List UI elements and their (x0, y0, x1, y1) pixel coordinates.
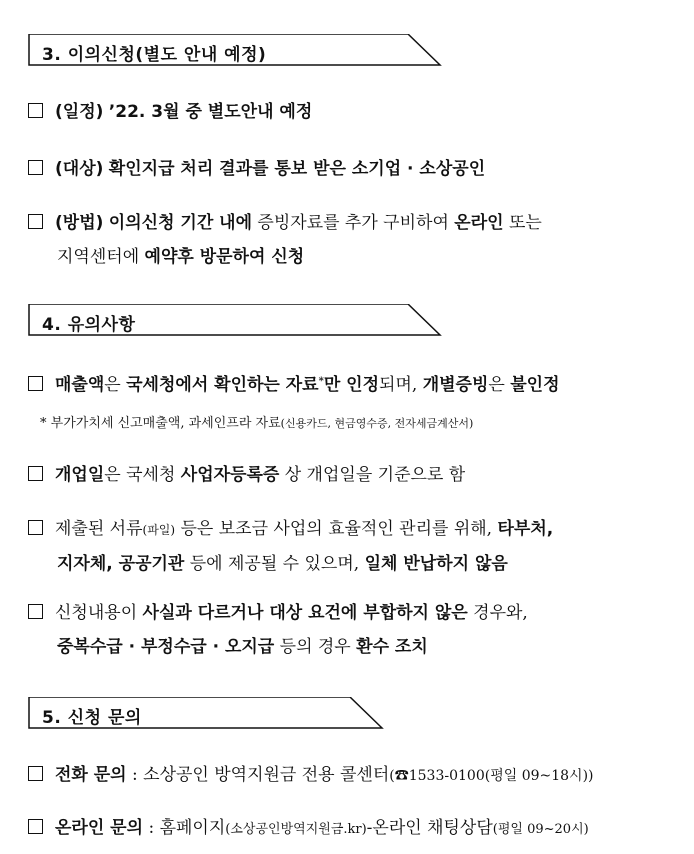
checkbox-square-icon (28, 520, 43, 535)
s4-item-recovery (28, 596, 674, 664)
s5-item-phone (28, 758, 674, 793)
body-text: 은 국세청 (104, 465, 176, 485)
s3-item-schedule (28, 95, 674, 129)
emphasis-text: 사실과 다르거나 대상 요건에 부합하지 않은 (142, 603, 468, 623)
body-text: 등의 경우 (279, 637, 351, 657)
body-text: 홈페이지 (159, 818, 226, 838)
footnote-text: 부가가치세 신고매출액, 과세인프라 자료 (50, 416, 281, 431)
emphasis-text: 개업일 (55, 465, 105, 485)
emphasis-text: 불인정 (510, 375, 560, 395)
body-text: 되며, (379, 375, 418, 395)
body-text: 등에 제공될 수 있으며, (189, 554, 360, 574)
checkbox-square-icon (28, 604, 43, 619)
footnote-mark: * (40, 416, 47, 431)
checkbox-square-icon (28, 214, 43, 229)
section-5-title: 5. 신청 문의 (42, 708, 142, 728)
contact-label: 전화 문의 (55, 765, 127, 785)
item-prefix: (일정) (55, 102, 104, 122)
section-4-title: 4. 유의사항 (42, 315, 136, 335)
body-text: 소상공인 방역지원금 전용 콜센터 (143, 765, 390, 785)
section-5-heading (28, 697, 384, 729)
checkbox-square-icon (28, 766, 43, 781)
emphasis-text: 환수 조치 (356, 637, 428, 657)
body-text: 등은 보조금 사업의 효율적인 관리를 위해, (180, 519, 493, 539)
emphasis-text: 중복수급 · 부정수급 · 오지급 (57, 637, 275, 657)
separator: : (148, 818, 155, 838)
checkbox-square-icon (28, 466, 43, 481)
emphasis-text: 온라인 (454, 213, 504, 233)
s5-item-online (28, 811, 674, 847)
footnote-mark: * (318, 376, 324, 387)
checkbox-square-icon (28, 103, 43, 118)
emphasis-text: 타부처, (497, 519, 554, 539)
body-text: 제출된 서류 (55, 519, 143, 539)
emphasis-text: 이의신청 기간 내에 (108, 213, 253, 233)
hours-text: (평일 09~20시) (492, 822, 589, 837)
phone-number: (☎1533-0100(평일 09~18시)) (389, 768, 594, 784)
s4-item-documents (28, 512, 674, 581)
checkbox-square-icon (28, 376, 43, 391)
item-prefix: (방법) (55, 213, 104, 233)
body-text-small: (파일) (142, 523, 176, 537)
emphasis-text: 일체 반납하지 않음 (364, 554, 508, 574)
s3-item-target (28, 152, 674, 186)
separator: : (132, 765, 138, 785)
item-prefix: (대상) (55, 159, 104, 179)
emphasis-text: 매출액 (55, 375, 105, 395)
footnote-detail: (신용카드, 현금영수증, 전자세금계산서) (280, 417, 474, 430)
item-text: 확인지급 처리 결과를 통보 받은 소기업 · 소상공인 (108, 159, 486, 179)
emphasis-text: 지자체, 공공기관 (57, 554, 185, 574)
section-4-heading (28, 304, 442, 336)
body-text: 또는 (508, 213, 542, 233)
checkbox-square-icon (28, 819, 43, 834)
body-text: 신청내용이 (55, 603, 138, 623)
emphasis-text: 국세청에서 확인하는 자료 (126, 375, 319, 395)
emphasis-text: 예약후 방문하여 신청 (144, 247, 305, 267)
emphasis-text: 사업자등록증 (180, 465, 280, 485)
section-3-heading (28, 34, 442, 66)
body-text: 은 (488, 375, 505, 395)
emphasis-text: 개별증빙 (422, 375, 489, 395)
body-text: 은 (104, 375, 121, 395)
section-3-title: 3. 이의신청(별도 안내 예정) (42, 45, 267, 65)
checkbox-square-icon (28, 160, 43, 175)
body-text: -온라인 채팅상담 (366, 818, 493, 838)
contact-label: 온라인 문의 (55, 818, 144, 838)
body-text: 상 개업일을 기준으로 함 (284, 465, 466, 485)
body-text: 증빙자료를 추가 구비하여 (257, 213, 449, 233)
s4-item-revenue (28, 365, 674, 402)
s3-item-method (28, 206, 674, 274)
s4-item-opening-date (28, 458, 674, 492)
body-text: 지역센터에 (57, 247, 140, 267)
s4-footnote (40, 414, 473, 434)
website-url: (소상공인방역지원금.kr) (225, 822, 367, 837)
emphasis-text: 만 인정 (323, 375, 380, 395)
body-text: 경우와, (473, 603, 528, 623)
item-text: ’22. 3월 중 별도안내 예정 (108, 102, 313, 122)
